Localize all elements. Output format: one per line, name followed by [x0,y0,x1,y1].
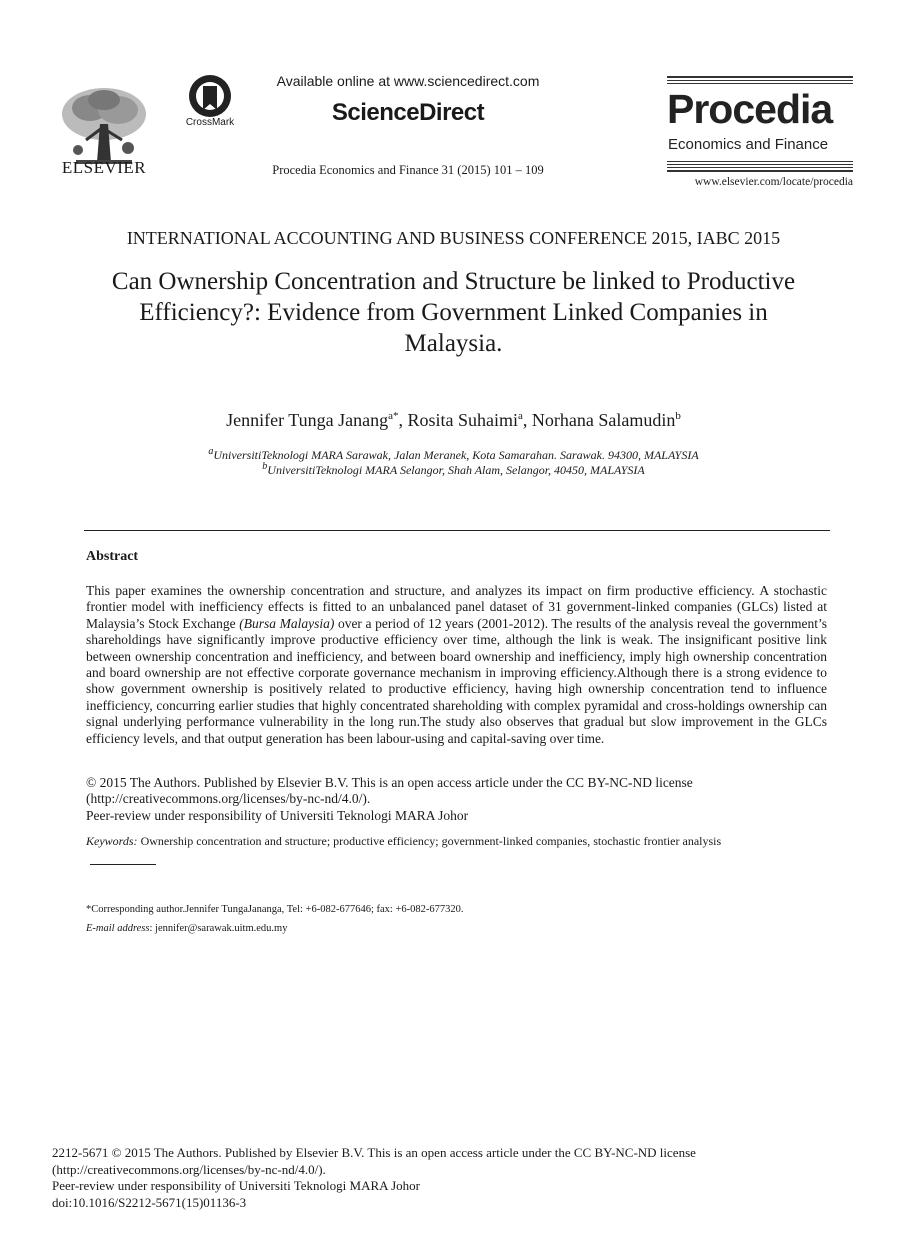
peer-review-line: Peer-review under responsibility of Universiti Teknologi MARA Johor [86,807,469,823]
copyright-notice [86,775,827,824]
title-line: Can Ownership Concentration and Structure be linked to Productive [111,268,796,295]
affiliation-b [0,461,907,478]
abstract-part: over a period of 12 years (2001-2012). The results of the analysis reveal the government’s shareholdings have significantly improve productive efficiency over time, although the link is weak. The insignificant positive link between ownership concentration and inefficiency, and between board ownership and inefficiency, imply high ownership concentration and board ownership are not effective corporate governance mechanism in improving efficiency.Although there is a strong evidence to show government ownership is positively related to productive efficiency, having high ownership concentration tend to influence inefficiency, concurring earlier studies that highly concentrated shareholding with complex pyramidal and cross-holdings ownership can signal underlying performance vulnerability in the long run.The study also observes that gradual but slow improvement in the GLCs efficiency levels, and that output generation has been labour-using and capital-saving over time. [86,615,827,746]
masthead-rule [667,161,853,162]
journal-reference: Procedia Economics and Finance 31 (2015) 101 – 109 [272,163,544,177]
email-label: E-mail address [86,923,150,934]
keywords-label: Keywords: [86,834,138,848]
copyright-line: © 2015 The Authors. Published by Elsevier B.V. This is an open access article under the CC BY-NC-ND license [86,775,693,790]
author-name: Jennifer Tunga Janang [226,410,389,430]
masthead-rule [667,76,853,78]
sciencedirect-title: ScienceDirect [331,99,485,126]
abstract-italic: (Bursa Malaysia) [239,615,335,631]
masthead-rule [667,167,853,168]
procedia-subtitle: Economics and Finance [668,136,829,153]
footer-doi[interactable]: doi:10.1016/S2212-5671(15)01136-3 [52,1194,247,1210]
footnote-divider [90,864,156,865]
author-affil-marker: a* [388,410,399,422]
author-affil-marker: a [518,410,523,422]
license-link[interactable]: (http://creativecommons.org/licenses/by-nc-nd/4.0/). [86,791,371,807]
crossmark-label: CrossMark [185,117,235,128]
masthead-rule [667,164,853,165]
conference-title: INTERNATIONAL ACCOUNTING AND BUSINESS CONFERENCE 2015, IABC 2015 [126,228,781,248]
email-address[interactable]: : jennifer@sarawak.uitm.edu.my [149,923,288,934]
affil-marker: a [208,446,214,457]
abstract-text [86,583,827,747]
author-separator: , [522,410,532,430]
masthead-rule [667,83,853,84]
title-line: Efficiency?: Evidence from Government Linked Companies in [139,299,768,326]
procedia-name: Procedia [667,86,833,132]
author-name: Norhana Salamudin [531,410,676,430]
procedia-url-link[interactable]: www.elsevier.com/locate/procedia [694,176,853,188]
elsevier-wordmark: ELSEVIER [61,158,147,177]
abstract-part: This paper examines the ownership concentration and structure, and analyzes its impact on firm productive efficiency. A stochastic frontier model with inefficiency effects is fitted to an unbalanced panel dataset of 31 government-linked companies (GLCs) listed at Malaysia’s Stock Exchange [86,583,827,631]
masthead-rule [667,170,853,172]
author-affil-marker: b [675,410,681,422]
page-footer [52,1145,852,1211]
affil-text: UniversitiTeknologi MARA Sarawak, Jalan Meranek, Kota Samarahan. Sarawak. 94300, MALAYSIA [213,448,699,462]
footer-peer-review: Peer-review under responsibility of Universiti Teknologi MARA Johor [52,1178,420,1193]
affil-marker: b [262,461,268,472]
paper-title [70,266,837,359]
masthead-rule [667,80,853,81]
keywords-text: Ownership concentration and structure; productive efficiency; government-linked companies, stochastic frontier analysis [137,834,722,848]
affil-text: UniversitiTeknologi MARA Selangor, Shah Alam, Selangor, 40450, MALAYSIA [267,463,645,477]
footer-license-link[interactable]: (http://creativecommons.org/licenses/by-nc-nd/4.0/). [52,1161,326,1177]
section-divider [84,530,830,531]
abstract-heading: Abstract [86,549,139,564]
author-list [0,410,907,431]
keywords [86,834,827,849]
available-online-text: Available online at www.sciencedirect.com [276,73,540,89]
email-note [86,923,827,934]
title-line: Malaysia. [404,330,503,357]
procedia-masthead [667,76,853,192]
author-separator: , [398,410,408,430]
footer-issn-line: 2212-5671 © 2015 The Authors. Published by Elsevier B.V. This is an open access article under the CC BY-NC-ND license [52,1145,696,1160]
author-name: Rosita Suhaimi [407,410,519,430]
corresponding-author-note: *Corresponding author.Jennifer TungaJananga, Tel: +6-082-677646; fax: +6-082-677320. [86,904,464,915]
